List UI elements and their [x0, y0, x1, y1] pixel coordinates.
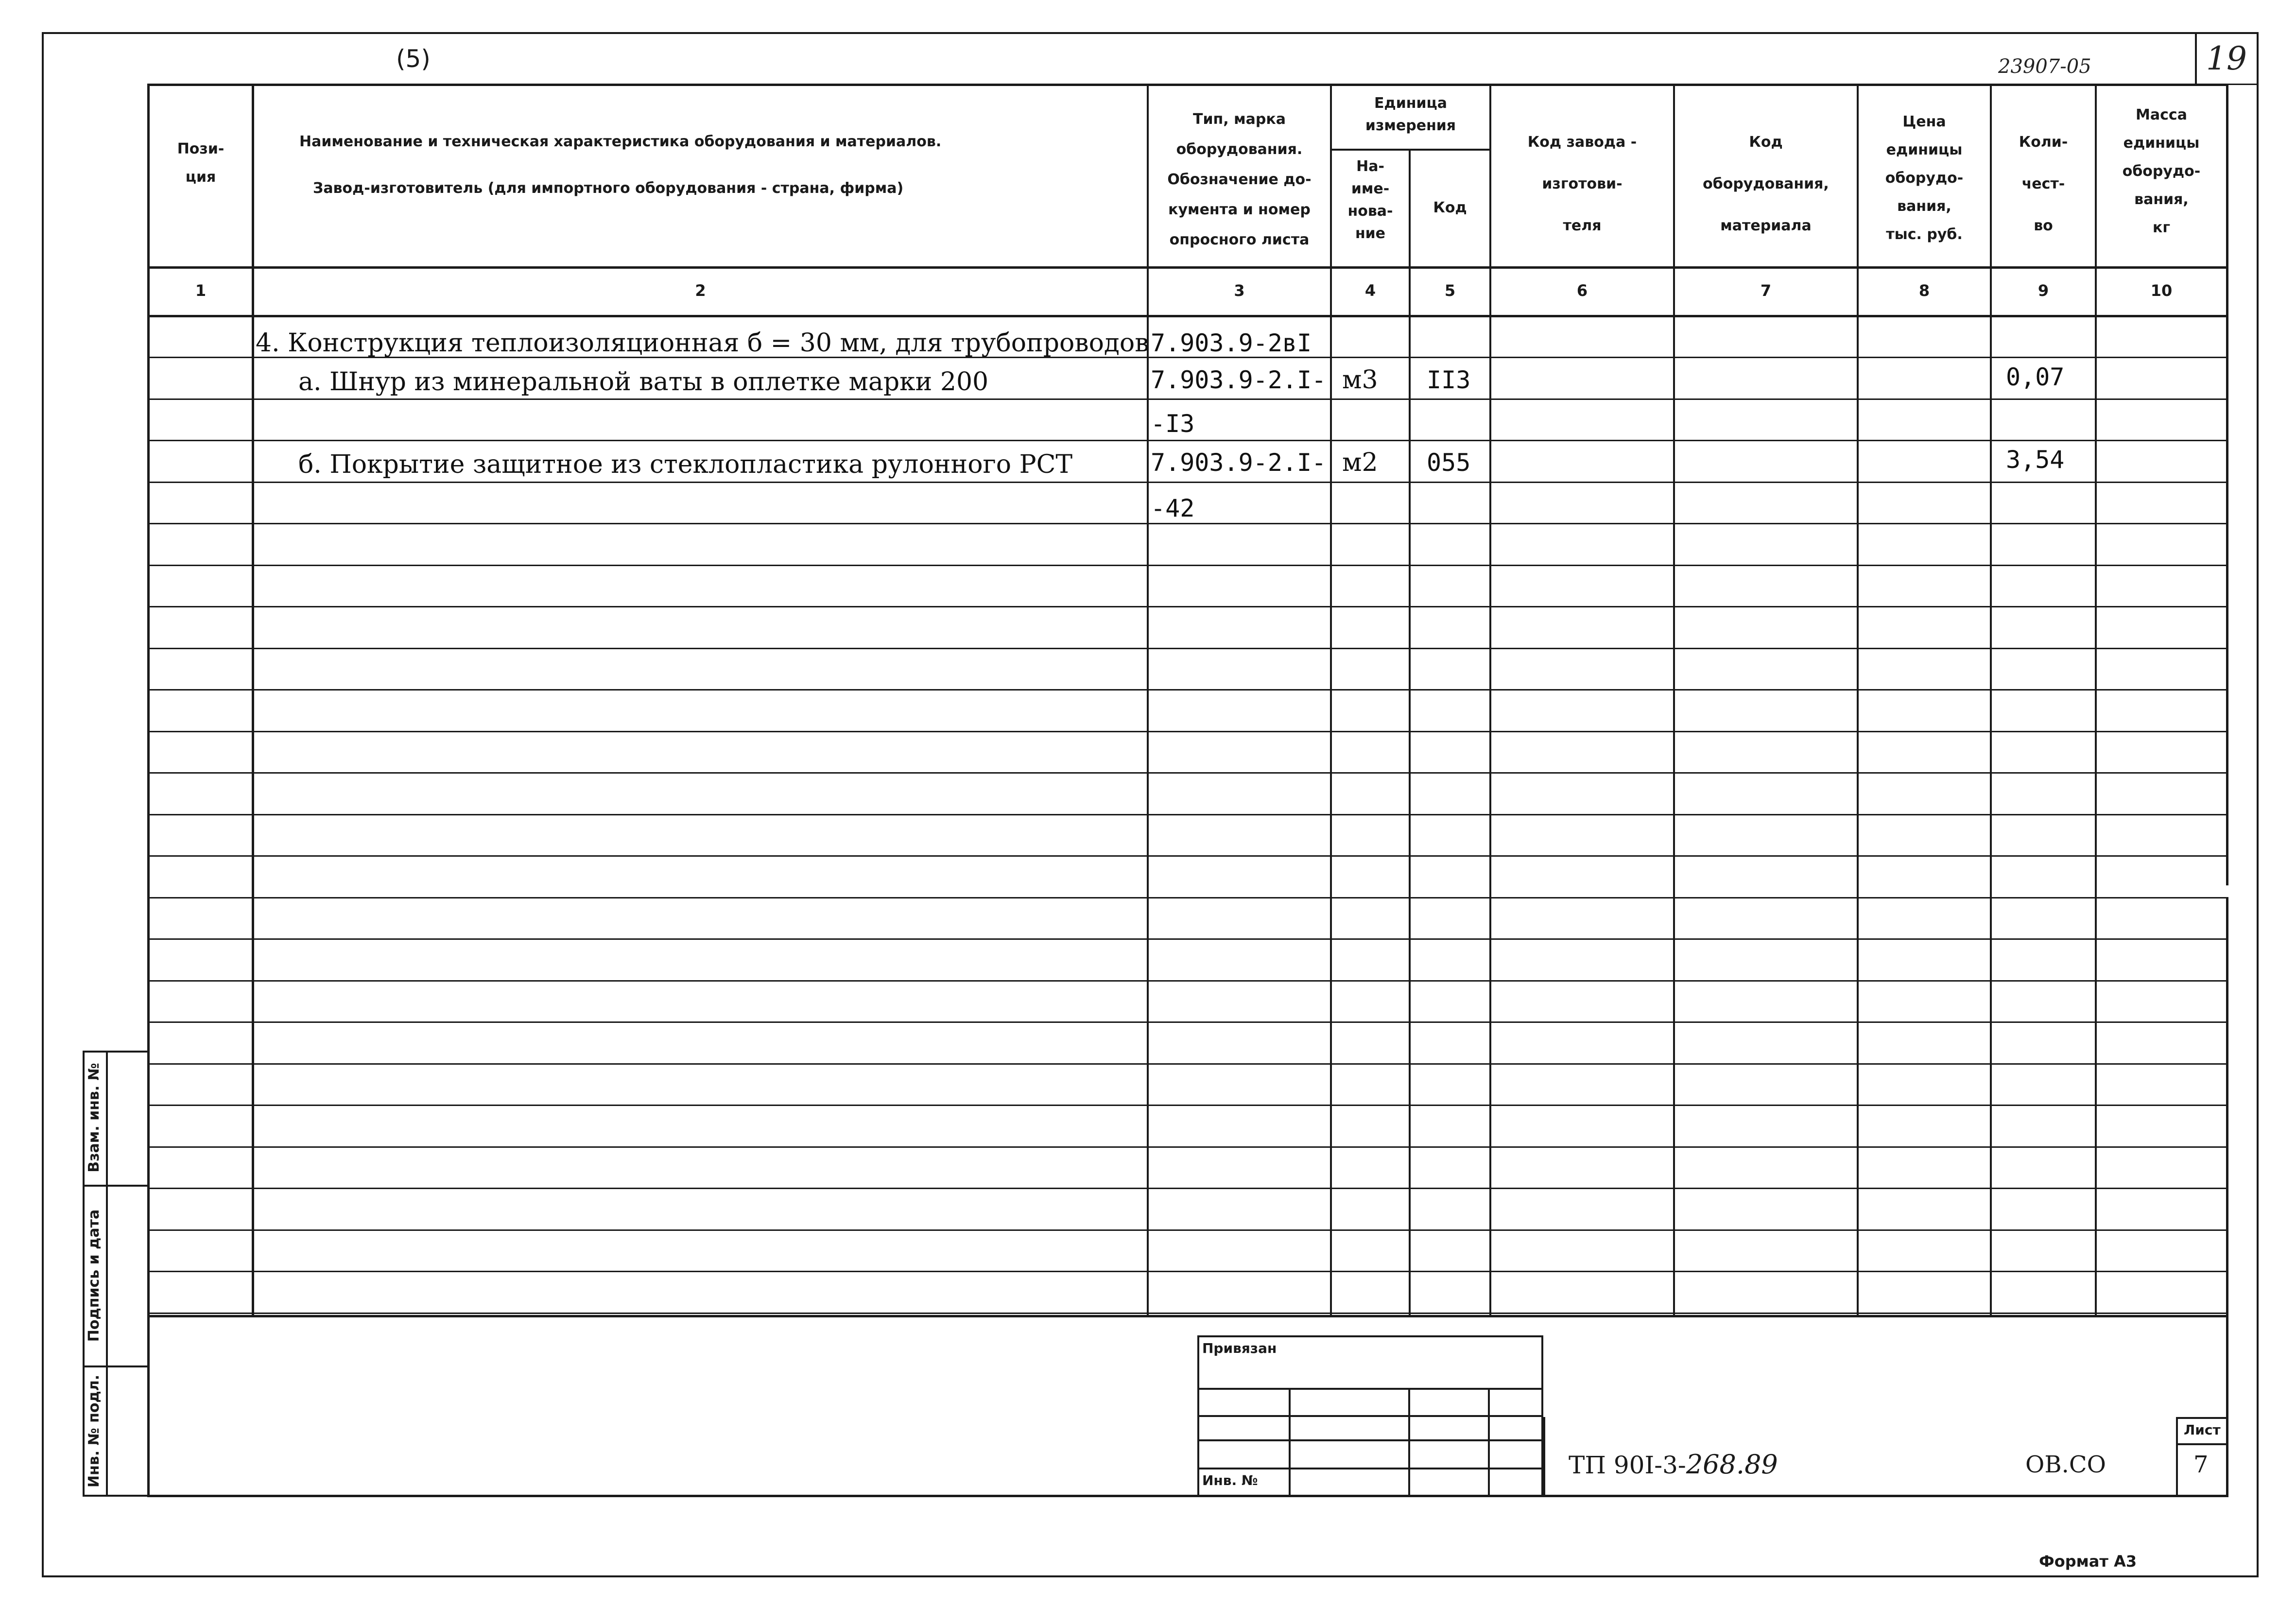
- row-2-code: II3: [1427, 366, 1471, 394]
- colnum-2: 2: [695, 281, 706, 300]
- row-line: [147, 897, 2228, 899]
- sheet-box-mid: [2176, 1443, 2228, 1445]
- col-line-5: [1489, 84, 1491, 1317]
- col-line-6: [1673, 84, 1675, 1317]
- header-unit-name: На- име- нова- ние: [1347, 158, 1393, 242]
- header-equipment-code: Код оборудования, материала: [1703, 134, 1829, 234]
- row-line: [147, 648, 2228, 649]
- row-4-name: б. Покрытие защитное из стеклопластика рулонного РСТ: [298, 450, 1073, 479]
- colnum-8: 8: [1918, 281, 1930, 300]
- row-1-name: 4. Конструкция теплоизоляционная б = 30 мм, для трубопроводов: [256, 328, 1149, 358]
- header-bottom-line: [147, 266, 2228, 269]
- header-unit-code: Код: [1433, 199, 1467, 216]
- header-unit-group: Единица измерения: [1365, 95, 1456, 134]
- header-name-line1: Наименование и техническая характеристика оборудования и материалов.: [299, 133, 942, 150]
- header-type: Тип, марка оборудования. Обозначение до- кумента и номер опросного листа: [1167, 111, 1312, 248]
- row-line: [147, 565, 2228, 566]
- colnum-bottom-line: [147, 315, 2228, 317]
- outer-border-right: [2257, 32, 2259, 1577]
- colnum-5: 5: [1444, 281, 1456, 300]
- bound-box-row3: [1197, 1439, 1543, 1441]
- row-5-type: -42: [1151, 494, 1195, 522]
- col-line-7: [1857, 84, 1859, 1317]
- sheet-marker: (5): [396, 45, 431, 73]
- colnum-7: 7: [1760, 281, 1772, 300]
- row-4-unit: м2: [1342, 448, 1378, 477]
- bound-box-row4: [1197, 1468, 1543, 1469]
- header-mass: Масса единицы оборудо- вания, кг: [2122, 106, 2201, 236]
- page-number: 19: [2206, 40, 2247, 77]
- side-stamp-mid: [106, 1051, 108, 1497]
- row-line: [147, 1146, 2228, 1148]
- row-4-qty: 3,54: [2006, 446, 2065, 474]
- doc-code-suffix: 268.89: [1686, 1449, 1778, 1480]
- table-right-border-upper: [2226, 84, 2228, 885]
- col-line-3: [1330, 84, 1332, 1317]
- row-line: [147, 731, 2228, 732]
- row-2-unit: м3: [1342, 365, 1378, 395]
- row-4-type: 7.903.9-2.I-: [1151, 449, 1327, 477]
- row-line: [147, 689, 2228, 691]
- sheet-box-left: [2176, 1417, 2178, 1497]
- bound-label: Привязан: [1202, 1340, 1277, 1356]
- row-line: [147, 938, 2228, 940]
- col-line-4: [1409, 149, 1411, 1317]
- row-line: [147, 1313, 2228, 1314]
- bound-box-top: [1197, 1335, 1543, 1337]
- row-line: [147, 398, 2228, 400]
- row-line: [147, 440, 2228, 441]
- bound-box-row1: [1197, 1388, 1543, 1390]
- colnum-6: 6: [1576, 281, 1588, 300]
- sheet-box-top: [2176, 1417, 2228, 1419]
- row-line: [147, 855, 2228, 857]
- colnum-10: 10: [2150, 281, 2173, 300]
- body-bottom-line: [147, 1315, 2228, 1317]
- doc-mark: ОВ.СО: [2025, 1451, 2106, 1478]
- header-quantity: Коли- чест- во: [2019, 134, 2068, 234]
- colnum-3: 3: [1234, 281, 1245, 300]
- side-stamp-field-replace-inv: Взам. инв. №: [86, 1063, 103, 1173]
- doc-code-left: [1543, 1417, 1545, 1497]
- side-stamp-field-inv-original: Инв. № подл.: [86, 1374, 103, 1488]
- col-line-9: [2095, 84, 2097, 1317]
- colnum-4: 4: [1364, 281, 1376, 300]
- outer-border-top: [42, 32, 2259, 34]
- col-line-2: [1147, 84, 1149, 1317]
- row-line: [147, 814, 2228, 815]
- row-line: [147, 482, 2228, 483]
- stamp-number: 23907-05: [1998, 55, 2091, 78]
- header-plant-code: Код завода - изготови- теля: [1527, 134, 1637, 234]
- side-stamp-left: [83, 1051, 85, 1497]
- side-stamp-field-signature-date: Подпись и дата: [86, 1209, 103, 1342]
- colnum-9: 9: [2037, 281, 2049, 300]
- bound-box-row2: [1197, 1415, 1543, 1417]
- page-number-box-left: [2195, 34, 2197, 86]
- row-line: [147, 1188, 2228, 1189]
- bound-box-vline2: [1408, 1388, 1410, 1497]
- row-line: [147, 1021, 2228, 1023]
- doc-code-prefix: ТП 90I-3-: [1569, 1451, 1686, 1479]
- row-line: [147, 980, 2228, 982]
- bound-box-vline1: [1289, 1388, 1291, 1497]
- sheet-value: 7: [2193, 1451, 2209, 1478]
- sheet-label: Лист: [2184, 1422, 2221, 1438]
- row-2-type: 7.903.9-2.I-: [1151, 366, 1327, 394]
- table-top-border: [147, 84, 2228, 86]
- header-position: Пози- ция: [177, 140, 224, 186]
- row-line: [147, 523, 2228, 524]
- header-name-line2: Завод-изготовитель (для импортного оборудования - страна, фирма): [313, 180, 904, 197]
- bound-box-right: [1541, 1335, 1543, 1388]
- row-2-qty: 0,07: [2006, 363, 2065, 391]
- row-line: [147, 1271, 2228, 1272]
- outer-border-left: [42, 32, 44, 1577]
- doc-code: [1569, 1449, 1778, 1480]
- row-line: [147, 1063, 2228, 1065]
- row-2-name: а. Шнур из минеральной ваты в оплетке марки 200: [298, 367, 989, 397]
- colnum-1: 1: [195, 281, 207, 300]
- unit-group-divider: [1330, 149, 1491, 151]
- table-right-border-lower: [2226, 897, 2228, 1497]
- col-line-1: [252, 84, 254, 1317]
- table-bottom-border: [147, 1495, 2228, 1497]
- inv-no-label: Инв. №: [1202, 1472, 1258, 1488]
- row-1-type: 7.903.9-2вI: [1151, 329, 1312, 357]
- row-3-type: -I3: [1151, 410, 1195, 438]
- bound-box-vline3: [1488, 1388, 1490, 1497]
- row-4-code: 055: [1427, 449, 1471, 477]
- header-price: Цена единицы оборудо- вания, тыс. руб.: [1885, 113, 1964, 243]
- row-line: [147, 772, 2228, 774]
- outer-border-bottom: [42, 1575, 2259, 1577]
- row-line: [147, 1105, 2228, 1106]
- col-line-8: [1990, 84, 1992, 1317]
- row-line: [147, 1229, 2228, 1231]
- format-label: Формат А3: [2039, 1552, 2137, 1571]
- row-line: [147, 606, 2228, 607]
